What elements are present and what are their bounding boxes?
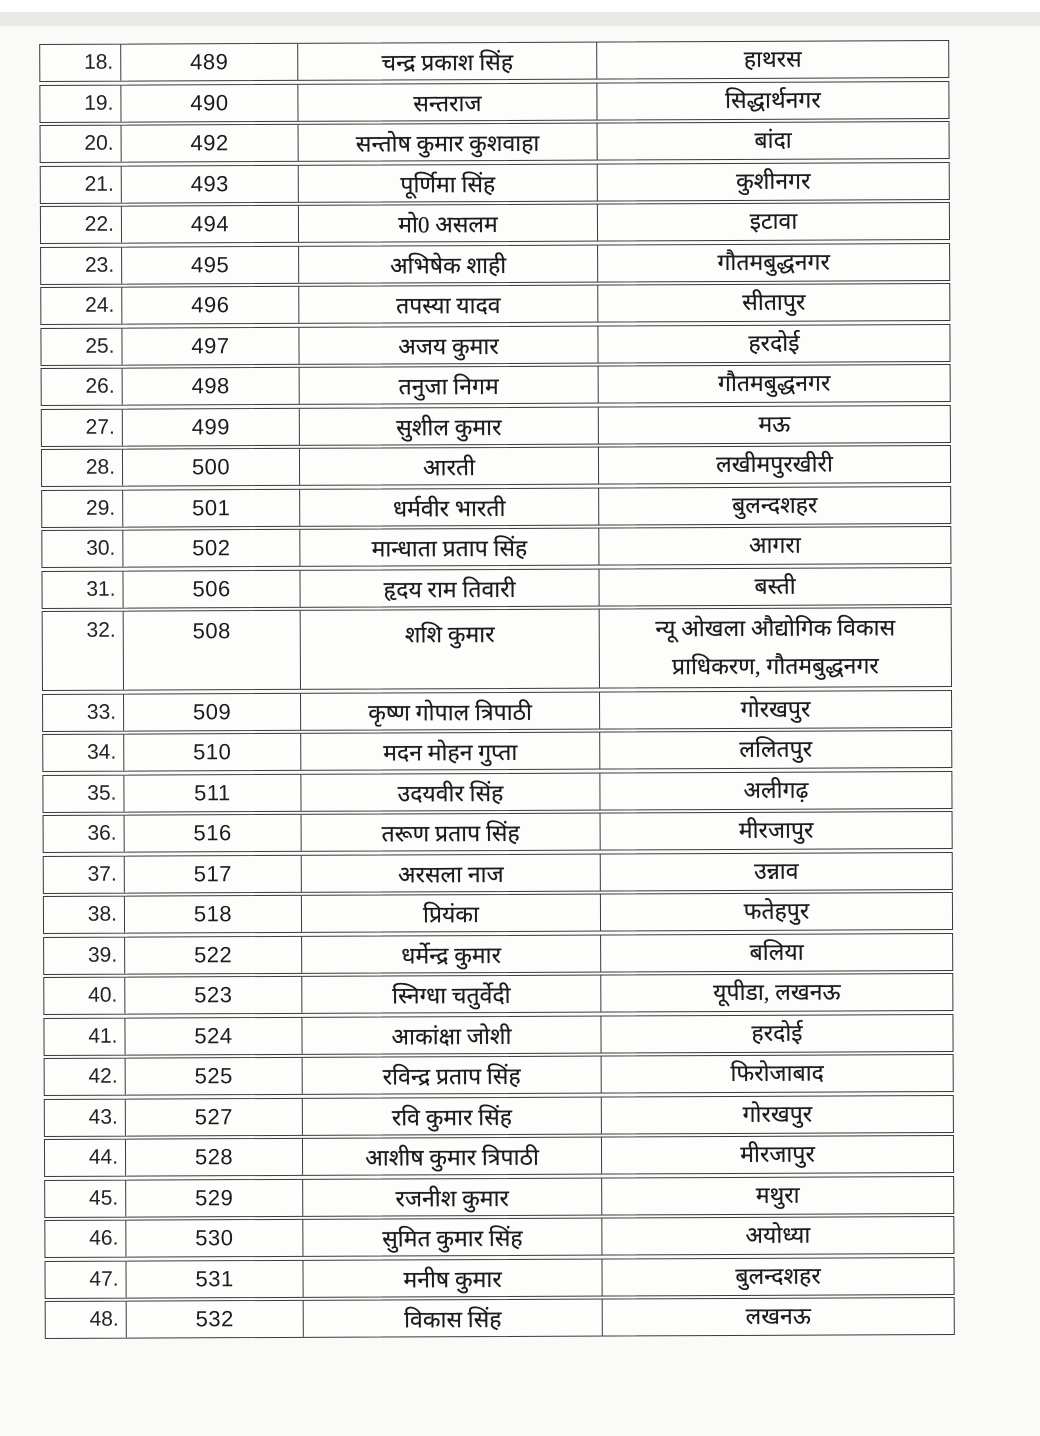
number-cell: 489 [121, 44, 298, 81]
number-cell: 509 [124, 693, 301, 730]
number-cell: 506 [123, 570, 300, 607]
district-cell: अयोध्या [745, 1222, 811, 1248]
table-row [41, 486, 951, 528]
serial-cell: 44. [45, 1140, 126, 1176]
table-row [42, 607, 952, 691]
table-row [40, 324, 950, 366]
district-cell: हरदोई [751, 1020, 803, 1046]
table-row [40, 121, 950, 163]
serial-cell: 36. [44, 816, 125, 852]
name-cell: हृदय राम तिवारी [300, 569, 599, 606]
district-cell: मीरजापुर [740, 1141, 815, 1167]
table-row [40, 162, 950, 204]
scan-shadow-band [0, 12, 1040, 26]
table-row [43, 852, 953, 894]
serial-cell: 34. [43, 735, 124, 771]
table-row [44, 1257, 954, 1299]
table-row [44, 1095, 954, 1137]
name-cell: कृष्ण गोपाल त्रिपाठी [301, 692, 600, 729]
serial-cell: 29. [42, 490, 123, 526]
district-cell: उन्नाव [753, 858, 799, 884]
name-cell: आकांक्षा जोशी [302, 1016, 601, 1053]
name-cell: स्निग्धा चतुर्वेदी [302, 976, 601, 1013]
district-cell: हरदोई [748, 330, 800, 356]
scan-margin-top [0, 0, 1040, 12]
table-row [41, 364, 951, 406]
serial-cell: 38. [44, 897, 125, 933]
serial-cell: 20. [41, 126, 122, 162]
number-cell: 498 [123, 368, 300, 405]
serial-cell: 25. [41, 328, 122, 364]
table-row [43, 892, 953, 934]
district-cell: आगरा [748, 532, 801, 558]
district-cell: हाथरस [743, 46, 802, 72]
serial-cell: 18. [40, 45, 121, 81]
district-cell: यूपीडा, लखनऊ [713, 979, 841, 1006]
serial-cell: 23. [41, 247, 122, 283]
name-cell: तनुजा निगम [300, 367, 599, 404]
serial-cell: 45. [45, 1180, 126, 1216]
name-cell: रवि कुमार सिंह [303, 1097, 602, 1134]
number-cell: 494 [122, 206, 299, 243]
name-cell: अजय कुमार [299, 326, 598, 363]
serial-cell: 43. [45, 1099, 126, 1135]
number-cell: 496 [122, 287, 299, 324]
table-row [43, 811, 953, 853]
district-cell: लखनऊ [745, 1303, 811, 1329]
district-cell: बस्ती [754, 573, 796, 599]
district-cell: गौतमबुद्धनगर [717, 370, 831, 397]
table-row [40, 283, 950, 325]
district-cell: गोरखपुर [742, 1101, 813, 1127]
district-cell: गौतमबुद्धनगर [717, 249, 830, 275]
table-row [44, 1216, 954, 1258]
number-cell: 529 [126, 1179, 303, 1216]
name-cell: मनीष कुमार [303, 1259, 602, 1296]
table-row [43, 973, 953, 1015]
number-cell: 508 [124, 611, 301, 690]
serial-cell: 30. [42, 531, 123, 567]
district-cell: लखीमपुरखीरी [716, 451, 833, 478]
district-cell: मऊ [758, 411, 791, 437]
number-cell: 502 [123, 530, 300, 567]
name-cell: सन्तराज [298, 83, 597, 120]
table-row [40, 202, 950, 244]
table-row [44, 1176, 954, 1218]
number-cell: 523 [125, 977, 302, 1014]
district-cell: सीतापुर [742, 289, 806, 315]
number-cell: 525 [126, 1058, 303, 1095]
number-cell: 501 [123, 489, 300, 526]
table-row [42, 730, 952, 772]
table-row [42, 771, 952, 813]
serial-cell: 21. [41, 166, 122, 202]
name-cell: सन्तोष कुमार कुशवाहा [299, 124, 598, 161]
serial-cell: 46. [45, 1221, 126, 1257]
serial-cell: 31. [42, 571, 123, 607]
name-cell: अभिषेक शाही [299, 245, 598, 282]
name-cell: धर्मेन्द्र कुमार [302, 935, 601, 972]
number-cell: 493 [122, 165, 299, 202]
number-cell: 524 [125, 1017, 302, 1054]
name-cell: सुमित कुमार सिंह [303, 1219, 602, 1256]
number-cell: 522 [125, 936, 302, 973]
table-row [41, 405, 951, 447]
serial-cell: 26. [42, 369, 123, 405]
name-cell: पूर्णिमा सिंह [299, 164, 598, 201]
district-cell: बुलन्दशहर [735, 1263, 821, 1289]
serial-cell: 39. [44, 937, 125, 973]
district-cell: गोरखपुर [740, 696, 811, 722]
serial-cell: 24. [41, 288, 122, 324]
district-cell: बुलन्दशहर [731, 492, 818, 518]
number-cell: 500 [123, 449, 300, 486]
name-cell: सुशील कुमार [300, 407, 599, 444]
table-row [43, 1014, 953, 1056]
name-cell: अरसला नाज [302, 854, 601, 891]
serial-cell: 33. [43, 694, 124, 730]
district-cell: कुशीनगर [736, 168, 811, 194]
serial-cell: 41. [44, 1018, 125, 1054]
table-row [44, 1054, 954, 1096]
number-cell: 530 [126, 1220, 303, 1257]
district-cell: फतेहपुर [743, 898, 810, 924]
district-cell: इटावा [749, 208, 798, 234]
number-cell: 518 [125, 896, 302, 933]
name-cell: रविन्द्र प्रताप सिंह [303, 1057, 602, 1094]
table-row [42, 690, 952, 732]
roster-table [39, 40, 955, 1341]
name-cell: मदन मोहन गुप्ता [301, 733, 600, 770]
serial-cell: 40. [44, 978, 125, 1014]
district-cell: न्यू ओखला औद्योगिक विकास प्राधिकरण, गौतमबुद्धनगर [655, 615, 896, 680]
number-cell: 499 [123, 408, 300, 445]
table-row [45, 1297, 955, 1339]
number-cell: 497 [122, 327, 299, 364]
district-cell: फिरोजाबाद [730, 1060, 824, 1086]
name-cell: शशि कुमार [301, 610, 600, 689]
district-cell: बलिया [749, 939, 804, 965]
name-cell: धर्मवीर भारती [300, 488, 599, 525]
district-cell: मथुरा [755, 1182, 800, 1208]
table-row [41, 526, 951, 568]
table-row [39, 81, 949, 123]
serial-cell: 37. [44, 856, 125, 892]
name-cell: उदयवीर सिंह [301, 773, 600, 810]
serial-cell: 22. [41, 207, 122, 243]
table-row [41, 445, 951, 487]
name-cell: तपस्या यादव [299, 286, 598, 323]
number-cell: 490 [121, 84, 298, 121]
name-cell: आशीष कुमार त्रिपाठी [303, 1138, 602, 1175]
number-cell: 528 [126, 1139, 303, 1176]
number-cell: 511 [124, 774, 301, 811]
table-row [44, 1135, 954, 1177]
district-cell: मीरजापुर [738, 817, 814, 843]
name-cell: विकास सिंह [304, 1300, 603, 1337]
table-row [39, 40, 949, 82]
name-cell: मान्धाता प्रताप सिंह [300, 529, 599, 566]
serial-cell: 48. [46, 1302, 127, 1338]
name-cell: प्रियंका [302, 895, 601, 932]
name-cell: चन्द्र प्रकाश सिंह [298, 43, 597, 80]
table-row [40, 243, 950, 285]
serial-cell: 42. [45, 1059, 126, 1095]
number-cell: 532 [127, 1301, 304, 1338]
name-cell: मो0 असलम [299, 205, 598, 242]
name-cell: आरती [300, 448, 599, 485]
name-cell: तरूण प्रताप सिंह [302, 814, 601, 851]
number-cell: 510 [124, 734, 301, 771]
serial-cell: 35. [43, 775, 124, 811]
serial-cell: 19. [40, 85, 121, 121]
table-row [43, 933, 953, 975]
number-cell: 527 [126, 1098, 303, 1135]
number-cell: 531 [126, 1260, 303, 1297]
serial-cell: 32. [43, 612, 124, 690]
number-cell: 492 [122, 125, 299, 162]
district-cell: ललितपुर [739, 736, 813, 762]
number-cell: 517 [125, 855, 302, 892]
district-cell: बांदा [754, 127, 792, 153]
name-cell: रजनीश कुमार [303, 1178, 602, 1215]
serial-cell: 28. [42, 450, 123, 486]
district-cell: सिद्धार्थनगर [725, 87, 821, 113]
serial-cell: 47. [45, 1261, 126, 1297]
table-row [41, 567, 951, 609]
district-cell: अलीगढ़ [743, 777, 809, 803]
number-cell: 495 [122, 246, 299, 283]
serial-cell: 27. [42, 409, 123, 445]
number-cell: 516 [125, 815, 302, 852]
